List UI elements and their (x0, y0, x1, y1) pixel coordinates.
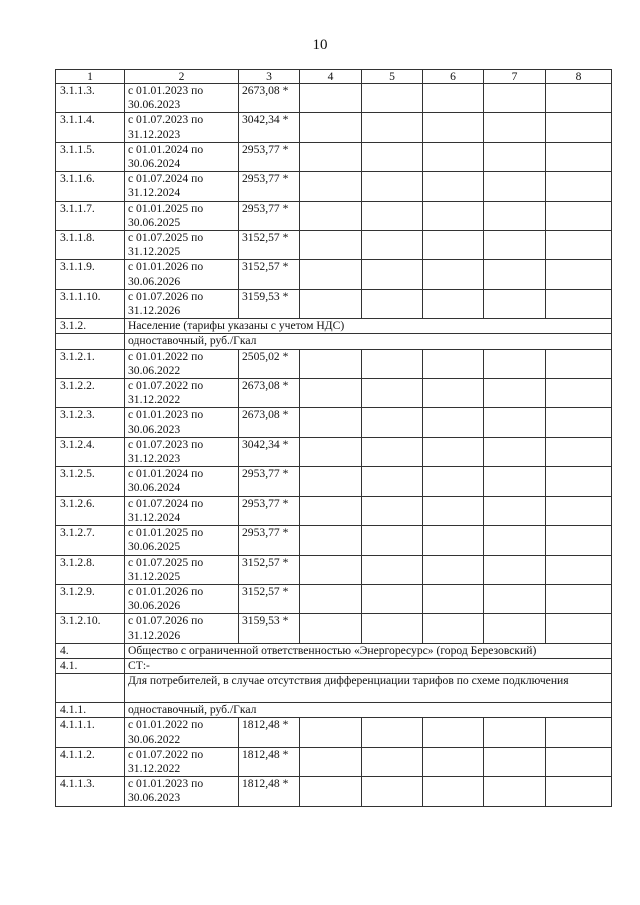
empty-cell-col-6 (423, 113, 484, 142)
empty-cell-col-5 (362, 289, 423, 318)
empty-cell-col-4 (300, 614, 362, 643)
page-number: 10 (312, 37, 328, 53)
empty-cell-col-5 (362, 379, 423, 408)
tariff-value: 2953,77 * (239, 142, 300, 171)
empty-cell-col-4 (300, 172, 362, 201)
period-line: 30.06.2025 (128, 540, 181, 554)
tariff-value: 2673,08 * (239, 84, 300, 113)
period-line: с 01.01.2026 по (128, 584, 204, 598)
empty-cell-col-7 (484, 84, 546, 113)
table-row (56, 113, 612, 142)
empty-cell-col-5 (362, 408, 423, 437)
period-line: 30.06.2026 (128, 274, 181, 288)
empty-cell-col-8 (546, 379, 612, 408)
empty-cell-col-4 (300, 260, 362, 289)
period-line: с 01.01.2026 по (128, 260, 204, 274)
period-line: с 01.07.2023 по (128, 113, 204, 127)
empty-cell-col-4 (300, 777, 362, 806)
section-title: одноставочный, руб./Гкал (125, 703, 612, 718)
tariff-value: 2953,77 * (239, 526, 300, 555)
row-number: 3.1.2.3. (56, 408, 125, 437)
row-number: 3.1.1.3. (56, 84, 125, 113)
period-line: с 01.07.2024 по (128, 172, 204, 186)
tariff-value: 2505,02 * (239, 349, 300, 378)
empty-cell-col-8 (546, 260, 612, 289)
row-number: 3.1.2.5. (56, 467, 125, 496)
section-title: Население (тарифы указаны с учетом НДС) (125, 319, 612, 334)
period-cell (125, 142, 239, 171)
period-cell (125, 584, 239, 613)
period-line: 31.12.2022 (128, 393, 181, 407)
section-title: СТ:- (125, 658, 612, 673)
period-cell (125, 84, 239, 113)
empty-cell-col-8 (546, 349, 612, 378)
tariff-value: 2953,77 * (239, 496, 300, 525)
empty-cell-col-6 (423, 201, 484, 230)
tariff-value: 1812,48 * (239, 777, 300, 806)
table-row (56, 201, 612, 230)
section-title: одноставочный, руб./Гкал (125, 334, 612, 349)
column-header-7: 7 (484, 70, 546, 84)
table-row (56, 614, 612, 643)
row-number: 3.1.1.8. (56, 231, 125, 260)
period-line: с 01.07.2026 по (128, 289, 204, 303)
table-row (56, 379, 612, 408)
empty-cell-col-7 (484, 172, 546, 201)
period-cell (125, 379, 239, 408)
period-line: с 01.01.2022 по (128, 718, 204, 732)
empty-cell-col-8 (546, 555, 612, 584)
row-number: 3.1.2.4. (56, 437, 125, 466)
empty-cell-col-8 (546, 289, 612, 318)
row-number: 4.1.1.2. (56, 747, 125, 776)
row-number: 4. (56, 643, 125, 658)
column-header-5: 5 (362, 70, 423, 84)
table-row (56, 260, 612, 289)
tariff-value: 3042,34 * (239, 113, 300, 142)
tariff-value: 3152,57 * (239, 584, 300, 613)
row-number: 3.1.1.9. (56, 260, 125, 289)
header-row (56, 70, 612, 84)
empty-cell-col-4 (300, 747, 362, 776)
empty-cell-col-7 (484, 289, 546, 318)
period-line: 30.06.2023 (128, 98, 181, 112)
empty-cell-col-5 (362, 231, 423, 260)
row-number: 3.1.2.7. (56, 526, 125, 555)
empty-cell-col-8 (546, 201, 612, 230)
table-row (56, 643, 612, 658)
period-line: с 01.07.2023 по (128, 437, 204, 451)
period-line: 30.06.2024 (128, 481, 181, 495)
column-header-2: 2 (125, 70, 239, 84)
empty-cell-col-4 (300, 408, 362, 437)
period-line: с 01.01.2025 по (128, 526, 204, 540)
row-number: 3.1.2.9. (56, 584, 125, 613)
row-number: 3.1.1.7. (56, 201, 125, 230)
empty-cell-col-8 (546, 172, 612, 201)
table-row (56, 231, 612, 260)
period-line: 30.06.2023 (128, 422, 181, 436)
empty-cell-col-6 (423, 231, 484, 260)
section-title: Для потребителей, в случае отсутствия дифференциации тарифов по схеме подключения (125, 674, 612, 703)
period-line: с 01.01.2022 по (128, 349, 204, 363)
empty-cell-col-4 (300, 467, 362, 496)
period-line: с 01.07.2022 по (128, 747, 204, 761)
section-title: Общество с ограниченной ответственностью «Энергоресурс» (город Березовский) (125, 643, 612, 658)
empty-cell-col-7 (484, 408, 546, 437)
empty-cell-col-4 (300, 496, 362, 525)
period-cell (125, 260, 239, 289)
table-row (56, 703, 612, 718)
empty-cell-col-7 (484, 614, 546, 643)
tariff-value: 1812,48 * (239, 747, 300, 776)
table-row (56, 289, 612, 318)
table-row (56, 718, 612, 747)
period-line: 30.06.2023 (128, 791, 181, 805)
empty-cell-col-7 (484, 349, 546, 378)
table-row (56, 526, 612, 555)
table-row (56, 496, 612, 525)
table-row (56, 437, 612, 466)
empty-cell-col-5 (362, 172, 423, 201)
row-number (56, 674, 125, 703)
empty-cell-col-8 (546, 84, 612, 113)
empty-cell-col-5 (362, 496, 423, 525)
empty-cell-col-8 (546, 113, 612, 142)
column-header-8: 8 (546, 70, 612, 84)
empty-cell-col-6 (423, 747, 484, 776)
period-line: с 01.07.2022 по (128, 379, 204, 393)
empty-cell-col-4 (300, 289, 362, 318)
empty-cell-col-6 (423, 437, 484, 466)
tariff-value: 1812,48 * (239, 718, 300, 747)
empty-cell-col-4 (300, 142, 362, 171)
row-number: 4.1. (56, 658, 125, 673)
empty-cell-col-5 (362, 526, 423, 555)
period-line: 31.12.2023 (128, 452, 181, 466)
empty-cell-col-6 (423, 614, 484, 643)
table-row (56, 334, 612, 349)
period-cell (125, 555, 239, 584)
period-line: 30.06.2026 (128, 599, 181, 613)
empty-cell-col-7 (484, 467, 546, 496)
empty-cell-col-7 (484, 201, 546, 230)
empty-cell-col-8 (546, 408, 612, 437)
empty-cell-col-8 (546, 437, 612, 466)
column-header-1: 1 (56, 70, 125, 84)
empty-cell-col-5 (362, 718, 423, 747)
empty-cell-col-6 (423, 260, 484, 289)
row-number (56, 334, 125, 349)
table-row (56, 467, 612, 496)
row-number: 4.1.1.3. (56, 777, 125, 806)
column-header-4: 4 (300, 70, 362, 84)
empty-cell-col-7 (484, 260, 546, 289)
empty-cell-col-5 (362, 437, 423, 466)
empty-cell-col-6 (423, 584, 484, 613)
empty-cell-col-6 (423, 172, 484, 201)
period-cell (125, 718, 239, 747)
period-line: с 01.07.2025 по (128, 555, 204, 569)
table-row (56, 349, 612, 378)
empty-cell-col-8 (546, 526, 612, 555)
period-line: с 01.01.2023 по (128, 408, 204, 422)
empty-cell-col-8 (546, 142, 612, 171)
period-line: 31.12.2022 (128, 761, 181, 775)
empty-cell-col-6 (423, 526, 484, 555)
empty-cell-col-6 (423, 289, 484, 318)
empty-cell-col-7 (484, 718, 546, 747)
row-number: 3.1.2.2. (56, 379, 125, 408)
empty-cell-col-8 (546, 584, 612, 613)
empty-cell-col-5 (362, 113, 423, 142)
period-line: с 01.01.2024 по (128, 142, 204, 156)
period-cell (125, 408, 239, 437)
empty-cell-col-7 (484, 777, 546, 806)
empty-cell-col-5 (362, 349, 423, 378)
period-cell (125, 231, 239, 260)
tariff-value: 2953,77 * (239, 201, 300, 230)
empty-cell-col-4 (300, 584, 362, 613)
tariff-value: 2673,08 * (239, 379, 300, 408)
row-number: 3.1.1.6. (56, 172, 125, 201)
tariff-value: 2953,77 * (239, 467, 300, 496)
empty-cell-col-7 (484, 142, 546, 171)
empty-cell-col-4 (300, 379, 362, 408)
period-line: 30.06.2022 (128, 732, 181, 746)
period-line: с 01.01.2023 по (128, 84, 204, 97)
table-row (56, 84, 612, 113)
tariff-value: 3152,57 * (239, 231, 300, 260)
empty-cell-col-8 (546, 718, 612, 747)
row-number: 3.1.2. (56, 319, 125, 334)
empty-cell-col-6 (423, 349, 484, 378)
empty-cell-col-5 (362, 555, 423, 584)
empty-cell-col-4 (300, 526, 362, 555)
period-line: с 01.01.2025 по (128, 201, 204, 215)
period-line: 30.06.2022 (128, 363, 181, 377)
empty-cell-col-5 (362, 584, 423, 613)
period-line: 31.12.2024 (128, 510, 181, 524)
empty-cell-col-5 (362, 614, 423, 643)
empty-cell-col-4 (300, 201, 362, 230)
period-cell (125, 172, 239, 201)
tariff-value: 2953,77 * (239, 172, 300, 201)
empty-cell-col-7 (484, 555, 546, 584)
period-line: 31.12.2025 (128, 245, 181, 259)
empty-cell-col-7 (484, 231, 546, 260)
empty-cell-col-5 (362, 467, 423, 496)
period-line: с 01.01.2024 по (128, 467, 204, 481)
empty-cell-col-6 (423, 379, 484, 408)
period-line: 31.12.2024 (128, 186, 181, 200)
empty-cell-col-7 (484, 747, 546, 776)
empty-cell-col-5 (362, 777, 423, 806)
period-line: с 01.07.2024 по (128, 496, 204, 510)
empty-cell-col-7 (484, 437, 546, 466)
period-cell (125, 113, 239, 142)
row-number: 3.1.1.4. (56, 113, 125, 142)
tariff-value: 3159,53 * (239, 289, 300, 318)
tariff-table (55, 69, 612, 807)
empty-cell-col-8 (546, 614, 612, 643)
empty-cell-col-4 (300, 113, 362, 142)
empty-cell-col-7 (484, 496, 546, 525)
empty-cell-col-6 (423, 84, 484, 113)
empty-cell-col-8 (546, 231, 612, 260)
empty-cell-col-5 (362, 260, 423, 289)
table-row (56, 658, 612, 673)
empty-cell-col-8 (546, 496, 612, 525)
table-row (56, 747, 612, 776)
empty-cell-col-5 (362, 201, 423, 230)
tariff-value: 3152,57 * (239, 555, 300, 584)
row-number: 3.1.1.10. (56, 289, 125, 318)
period-line: с 01.07.2026 по (128, 614, 204, 628)
period-cell (125, 747, 239, 776)
period-line: с 01.01.2023 по (128, 777, 204, 791)
table-row (56, 555, 612, 584)
period-cell (125, 349, 239, 378)
period-cell (125, 777, 239, 806)
row-number: 4.1.1.1. (56, 718, 125, 747)
empty-cell-col-4 (300, 349, 362, 378)
period-cell (125, 201, 239, 230)
row-number: 3.1.2.8. (56, 555, 125, 584)
tariff-value: 2673,08 * (239, 408, 300, 437)
row-number: 3.1.2.6. (56, 496, 125, 525)
table-row (56, 142, 612, 171)
tariff-value: 3152,57 * (239, 260, 300, 289)
empty-cell-col-7 (484, 113, 546, 142)
period-cell (125, 467, 239, 496)
empty-cell-col-4 (300, 437, 362, 466)
column-header-3: 3 (239, 70, 300, 84)
period-line: 31.12.2026 (128, 628, 181, 642)
empty-cell-col-4 (300, 555, 362, 584)
row-number: 3.1.2.1. (56, 349, 125, 378)
empty-cell-col-6 (423, 777, 484, 806)
column-header-6: 6 (423, 70, 484, 84)
empty-cell-col-8 (546, 777, 612, 806)
empty-cell-col-7 (484, 379, 546, 408)
period-cell (125, 496, 239, 525)
empty-cell-col-5 (362, 84, 423, 113)
empty-cell-col-7 (484, 584, 546, 613)
tariff-value: 3159,53 * (239, 614, 300, 643)
table-row (56, 777, 612, 806)
empty-cell-col-5 (362, 142, 423, 171)
empty-cell-col-4 (300, 84, 362, 113)
empty-cell-col-8 (546, 467, 612, 496)
empty-cell-col-6 (423, 718, 484, 747)
table-row (56, 674, 612, 703)
row-number: 3.1.1.5. (56, 142, 125, 171)
table-row (56, 408, 612, 437)
period-cell (125, 526, 239, 555)
empty-cell-col-6 (423, 555, 484, 584)
empty-cell-col-4 (300, 231, 362, 260)
empty-cell-col-8 (546, 747, 612, 776)
period-line: 31.12.2026 (128, 304, 181, 318)
empty-cell-col-6 (423, 496, 484, 525)
period-line: 31.12.2023 (128, 127, 181, 141)
period-line: 30.06.2025 (128, 215, 181, 229)
tariff-value: 3042,34 * (239, 437, 300, 466)
period-line: 30.06.2024 (128, 157, 181, 171)
empty-cell-col-6 (423, 408, 484, 437)
period-cell (125, 289, 239, 318)
period-cell (125, 614, 239, 643)
empty-cell-col-4 (300, 718, 362, 747)
table-row (56, 172, 612, 201)
row-number: 4.1.1. (56, 703, 125, 718)
period-line: 31.12.2025 (128, 569, 181, 583)
empty-cell-col-5 (362, 747, 423, 776)
period-cell (125, 437, 239, 466)
table-row (56, 319, 612, 334)
row-number: 3.1.2.10. (56, 614, 125, 643)
empty-cell-col-6 (423, 467, 484, 496)
period-line: с 01.07.2025 по (128, 231, 204, 245)
empty-cell-col-6 (423, 142, 484, 171)
empty-cell-col-7 (484, 526, 546, 555)
table-row (56, 584, 612, 613)
